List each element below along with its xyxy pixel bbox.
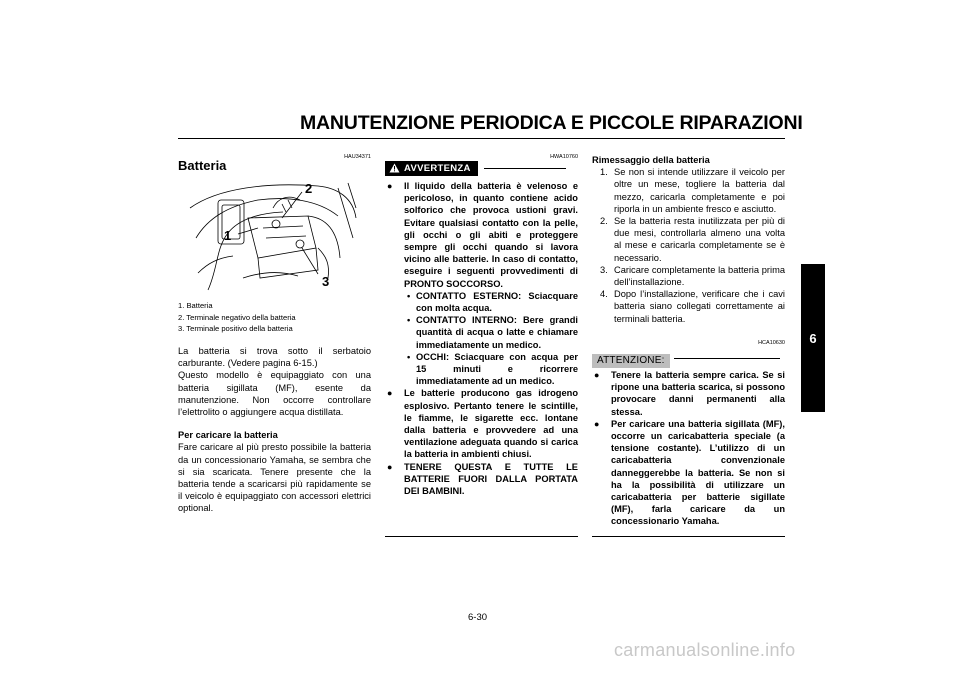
figure-label-1: 1 xyxy=(224,228,232,243)
battery-illustration xyxy=(188,178,358,296)
step-number: 3. xyxy=(600,264,608,275)
first-aid-list xyxy=(404,290,578,388)
warning-triangle-icon xyxy=(389,163,400,173)
warning-label: AVVERTENZA xyxy=(404,162,471,174)
figure-label-3: 3 xyxy=(322,274,330,289)
warning-rule xyxy=(484,168,566,169)
attention-item: ● Tenere la batteria sempre carica. Se si ripone una batteria scarica, si possono provocare danni permanenti alla stessa. xyxy=(592,369,785,418)
paragraph: La batteria si trova sotto il serbatoio carburante. (Vedere pagina 6-15.) xyxy=(178,346,371,369)
storage-step xyxy=(592,288,785,325)
warning-item: ● Le batterie producono gas idrogeno esplosivo. Pertanto tenere le scintille, le fiamme, le sigarette ecc. lontane dalla batteria e provvedere ad una ventilazione adeguata quando si carica la batteria in ambienti chiusi. xyxy=(385,387,578,460)
step-text: Caricare completamente la batteria prima dell’installazione. xyxy=(614,264,785,288)
warning-item xyxy=(385,180,578,387)
battery-figure xyxy=(188,178,358,296)
attention-badge: ATTENZIONE: xyxy=(592,354,670,368)
storage-step xyxy=(592,166,785,215)
header-rule xyxy=(178,138,785,139)
page-header-title: MANUTENZIONE PERIODICA E PICCOLE RIPARAZIONI xyxy=(300,112,803,134)
attention-code: HCA10630 xyxy=(758,340,785,346)
caption-item: 1. Batteria xyxy=(178,301,213,310)
caption-item: 3. Terminale positivo della batteria xyxy=(178,324,293,334)
attention-item: ● Per caricare una batteria sigillata (MF), occorre un caricabatteria speciale (a tensione costante). L’utilizzo di un caricabatteria convenzionale danneggerebbe la batteria. Se non si ha la possibilità di utilizzare un caricabatteria per batterie sigillate (MF), farla caricare da un concessionario Yamaha. xyxy=(592,418,785,528)
paragraph: Fare caricare al più presto possibile la batteria da un concessionario Yamaha, se sembra che si sia scaricata. Tenere presente che la batteria tende a scaricarsi più rapidamente se il veicolo è equipaggiato con accessori elettrici optional. xyxy=(178,442,371,514)
first-aid-item: • CONTATTO INTERNO: Bere grandi quantità di acqua o latte e chiamare immediatamente un medico. xyxy=(404,314,578,351)
storage-section xyxy=(592,154,785,325)
step-text: Dopo l’installazione, verificare che i cavi batteria siano collegati correttamente ai terminali batteria. xyxy=(614,289,785,324)
chapter-tab: 6 xyxy=(801,264,825,412)
attention-rule xyxy=(674,358,780,359)
storage-step xyxy=(592,215,785,264)
warning-end-rule xyxy=(385,536,578,537)
warning-code: HWA10760 xyxy=(550,154,578,160)
paragraph: Questo modello è equipaggiato con una batteria sigillata (MF), esente da manutenzione. Non occorre controllare l’elettrolito o aggiungere acqua distillata. xyxy=(178,370,371,418)
figure-label-2: 2 xyxy=(305,181,313,196)
attention-end-rule xyxy=(592,536,785,537)
battery-intro xyxy=(178,345,371,515)
subsection-title: Rimessaggio della batteria xyxy=(592,155,710,165)
figure-captions xyxy=(178,300,371,335)
warning-header xyxy=(385,160,578,178)
attention-list xyxy=(592,369,785,528)
watermark: carmanualsonline.info xyxy=(614,640,796,660)
section-title: Batteria xyxy=(178,158,227,173)
step-number: 1. xyxy=(600,167,608,178)
storage-steps xyxy=(592,166,785,325)
first-aid-item: • OCCHI: Sciacquare con acqua per 15 minuti e ricorrere immediatamente ad un medico. xyxy=(404,351,578,388)
storage-step xyxy=(592,264,785,288)
subsection-title: Per caricare la batteria xyxy=(178,430,278,441)
warning-text: Il liquido della batteria è velenoso e pericoloso, in quanto contiene acido solforico che provoca ustioni gravi. Evitare qualsiasi contatto con la pelle, gli occhi o gli abiti e proteggere sempre gli occhi quando si lavora vicino alle batterie. In caso di contatto, eseguire i seguenti provvedimenti di PRONTO SOCCORSO. xyxy=(404,181,578,289)
page-number: 6-30 xyxy=(468,612,488,623)
warning-item: ● TENERE QUESTA E TUTTE LE BATTERIE FUORI DALLA PORTATA DEI BAMBINI. xyxy=(385,461,578,498)
first-aid-item: • CONTATTO ESTERNO: Sciacquare con molta acqua. xyxy=(404,290,578,314)
step-text: Se la batteria resta inutilizzata per più di due mesi, controllarla almeno una volta al mese e caricarla completamente se è necessario. xyxy=(614,216,785,263)
warning-list xyxy=(385,180,578,497)
step-text: Se non si intende utilizzare il veicolo per oltre un mese, togliere la batteria dal mezzo, caricarla completamente e poi riporla in un ambiente fresco e asciutto. xyxy=(614,167,785,214)
attention-header xyxy=(592,350,785,368)
warning-badge xyxy=(385,161,478,176)
step-number: 4. xyxy=(600,289,608,300)
section-code: HAU34371 xyxy=(344,154,371,160)
caption-item: 2. Terminale negativo della batteria xyxy=(178,312,296,322)
step-number: 2. xyxy=(600,216,608,227)
